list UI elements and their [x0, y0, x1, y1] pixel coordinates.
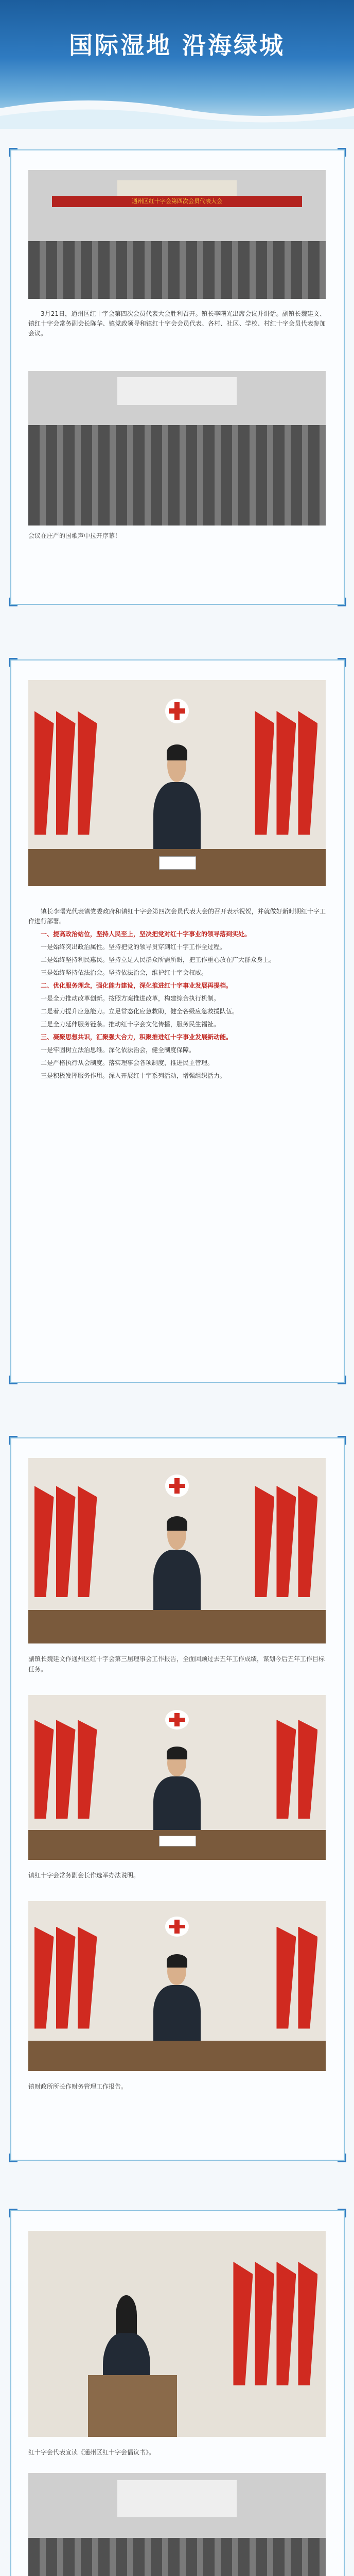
podium-photo [28, 2231, 326, 2437]
speaker-photo-3 [28, 1695, 326, 1860]
caption-proposal: 红十字会代表宣读《通州区红十字会倡议书》。 [28, 2449, 155, 2456]
meeting-banner-text: 通州区红十字会第四次会员代表大会 [52, 196, 302, 207]
speaker-photo-2 [28, 1458, 326, 1643]
speaker-photo-1 [28, 680, 326, 886]
audience-photo [28, 371, 326, 526]
wave-decoration [0, 88, 354, 129]
audience-photo-2 [28, 2473, 326, 2576]
speech-content: 镇长李曙光代表镇党委政府和镇红十字会第四次会员代表大会的召开表示祝贺，并就做好新时期红十字工作进行部署。 一、提高政治站位，坚持人民至上，坚决把党对红十字事业的领导落到实处。 一是始终突出政治属性。坚持把党的领导贯穿到红十字工作全过程。 二是始终坚持利民惠民。坚持立足人民群众所需所盼，把工作重心放在广大群众身上。 三是始终坚持依法治会。坚持依法治会，维护红十字会权威。 二、优化服务理念，强化能力建设，深化推进红十字事业发展再提档。 一是全力推动改革创新。按照方案推进改革，构建综合执行机制。 二是着力提升应急能力。立足常态化应急救助，健全各级应急救援队伍。 三是全力延伸服务链条。推动红十字会文化传播，服务民生福祉。 三、凝聚思想共识，汇聚强大合力，积聚推进红十字事业发展新动能。 一是牢固树立法治思维。深化依法治会，健全制度保障。 二是严格执行从会制度。落实理事会各项制度，推进民主管理。 三是积极发挥服务作用。深入开展红十字系列活动，增强组织活力。 [28, 908, 326, 1079]
intro-paragraph: 3月21日，通州区红十字会第四次会员代表大会胜利召开。镇长李曙光出席会议并讲话。副镇长魏建文、镇红十字会常务副会长陈华、镇党政领导和镇红十字会会员代表、各村、社区、学校、村红十字会员代表参加会议。 [28, 310, 326, 337]
caption-election-method: 镇红十字会常务副会长作选举办法说明。 [28, 1872, 140, 1879]
caption-anthem: 会议在庄严的国歌声中拉开序幕！ [28, 532, 121, 539]
header-banner [0, 0, 354, 129]
speaker-photo-4 [28, 1901, 326, 2071]
caption-work-report: 副镇长魏建文作通州区红十字会第三届理事会工作报告，全面回顾过去五年工作成绩，谋划今后五年工作目标任务。 [28, 1655, 325, 1673]
caption-finance-report: 镇财政所所长作财务管理工作报告。 [28, 2083, 128, 2090]
meeting-hall-photo [28, 170, 326, 299]
page-title: 国际湿地 沿海绿城 [68, 31, 285, 59]
